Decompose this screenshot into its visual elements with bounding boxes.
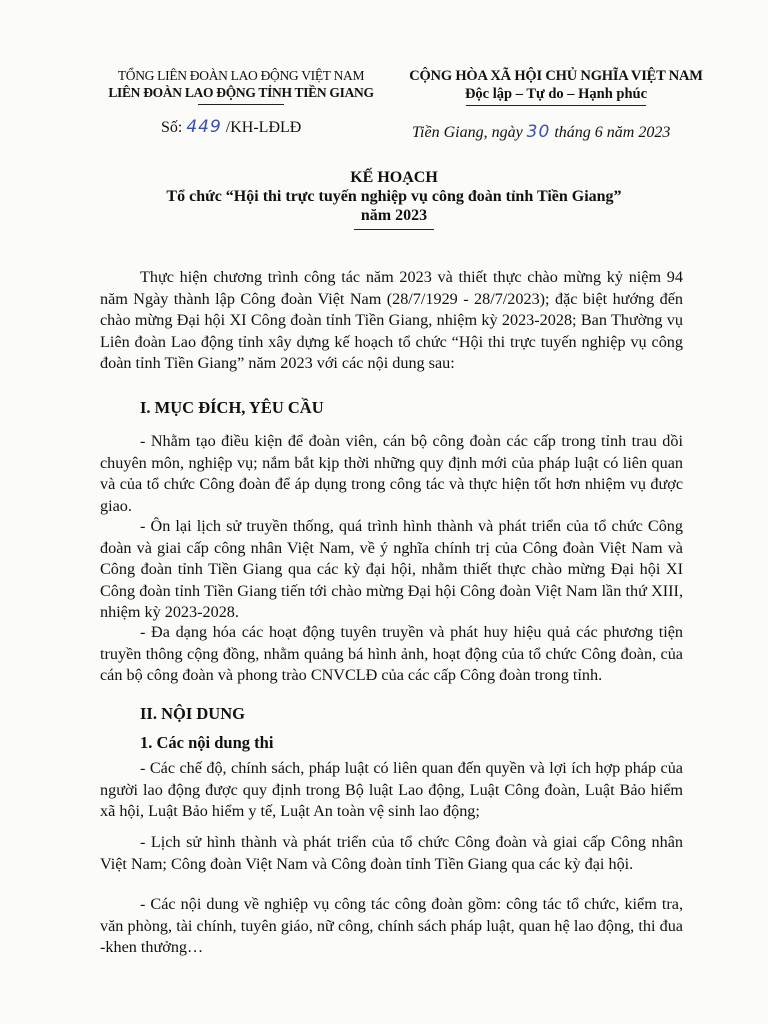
- motto: Độc lập – Tự do – Hạnh phúc: [464, 86, 648, 102]
- document-date: [412, 122, 670, 142]
- document-number: [161, 117, 301, 137]
- purpose-paragraph-2: - Ôn lại lịch sử truyền thống, quá trình hình thành và phát triển của tổ chức Công đoàn và giai cấp công nhân Việt Nam, về ý nghĩa chính trị của Công đoàn Việt Nam và Công đoàn tỉnh Tiền Giang qua các kỳ đại hội, nhằm thiết thực chào mừng Đại hội XI Công đoàn tỉnh Tiền Giang tiến tới chào mừng Đại hội Công đoàn Việt Nam lần thứ XIII, nhiệm kỳ 2023-2028.: [100, 517, 683, 621]
- parent-organization: TỔNG LIÊN ĐOÀN LAO ĐỘNG VIỆT NAM: [117, 68, 365, 83]
- subsection-heading-topics: 1. Các nội dung thi: [140, 733, 274, 752]
- section-heading-purpose: I. MỤC ĐÍCH, YÊU CẦU: [140, 398, 324, 417]
- date-prefix: Tiền Giang, ngày: [412, 124, 527, 141]
- doc-number-suffix: /KH-LĐLĐ: [221, 119, 302, 136]
- content-paragraph-2: - Lịch sử hình thành và phát triển của tổ chức Công đoàn và giai cấp Công nhân Việt Nam; Công đoàn Việt Nam và Công đoàn tỉnh Tiền Giang qua các kỳ đại hội.: [100, 833, 683, 873]
- document-title: [60, 168, 728, 230]
- issuing-organization-name: LIÊN ĐOÀN LAO ĐỘNG TỈNH TIỀN GIANG: [108, 85, 374, 100]
- doc-number-handwritten: 449: [186, 117, 222, 137]
- purpose-paragraph-1: - Nhằm tạo điều kiện để đoàn viên, cán bộ công đoàn các cấp trong tỉnh trau dồi chuyên môn, nghiệp vụ; nắm bắt kịp thời những quy định mới của pháp luật có liên quan và của tổ chức Công đoàn để áp dụng trong công tác và thực hiện tốt hơn nhiệm vụ được giao.: [100, 432, 683, 515]
- title-type: KẾ HOẠCH: [350, 169, 438, 186]
- header-right-rule: [466, 105, 646, 106]
- purpose-paragraph-3: - Đa dạng hóa các hoạt động tuyên truyền và phát huy hiệu quả các phương tiện truyền thông cộng đồng, nhằm quảng bá hình ảnh, hoạt động của tổ chức Công đoàn, của cán bộ công đoàn và phong trào CNVCLĐ của các cấp Công đoàn trong tỉnh.: [100, 623, 683, 684]
- title-year: năm 2023: [360, 207, 428, 224]
- content-paragraph-1: - Các chế độ, chính sách, pháp luật có liên quan đến quyền và lợi ích hợp pháp của người lao động được quy định trong Bộ luật Lao động, Luật Công đoàn, Luật Bảo hiểm xã hội, Luật Bảo hiểm y tế, Luật An toàn vệ sinh lao động;: [100, 759, 683, 820]
- title-subject: Tổ chức “Hội thi trực tuyến nghiệp vụ công đoàn tỉnh Tiền Giang”: [166, 188, 622, 205]
- national-motto: [396, 67, 716, 106]
- content-paragraph-3: - Các nội dung về nghiệp vụ công tác công đoàn gồm: công tác tổ chức, kiểm tra, văn phòng, tài chính, tuyên giáo, nữ công, chính sách pháp luật, quan hệ lao động, thi đua -khen thưởng…: [100, 895, 683, 956]
- header-left-rule: [198, 104, 284, 105]
- issuing-organization: [96, 67, 386, 105]
- title-rule: [354, 229, 434, 230]
- date-day-handwritten: 30: [526, 122, 551, 142]
- doc-number-prefix: Số:: [161, 119, 187, 136]
- republic-name: CỘNG HÒA XÃ HỘI CHỦ NGHĨA VIỆT NAM: [409, 68, 703, 84]
- section-heading-content: II. NỘI DUNG: [140, 704, 245, 723]
- date-suffix: tháng 6 năm 2023: [550, 124, 671, 141]
- intro-paragraph: Thực hiện chương trình công tác năm 2023 và thiết thực chào mừng kỷ niệm 94 năm Ngày thành lập Công đoàn Việt Nam (28/7/1929 - 28/7/2023); đặc biệt hướng đến chào mừng Đại hội XI Công đoàn tỉnh Tiền Giang, nhiệm kỳ 2023-2028; Ban Thường vụ Liên đoàn Lao động tỉnh xây dựng kế hoạch tổ chức “Hội thi trực tuyến nghiệp vụ công đoàn tỉnh Tiền Giang” năm 2023 với các nội dung sau:: [100, 268, 683, 372]
